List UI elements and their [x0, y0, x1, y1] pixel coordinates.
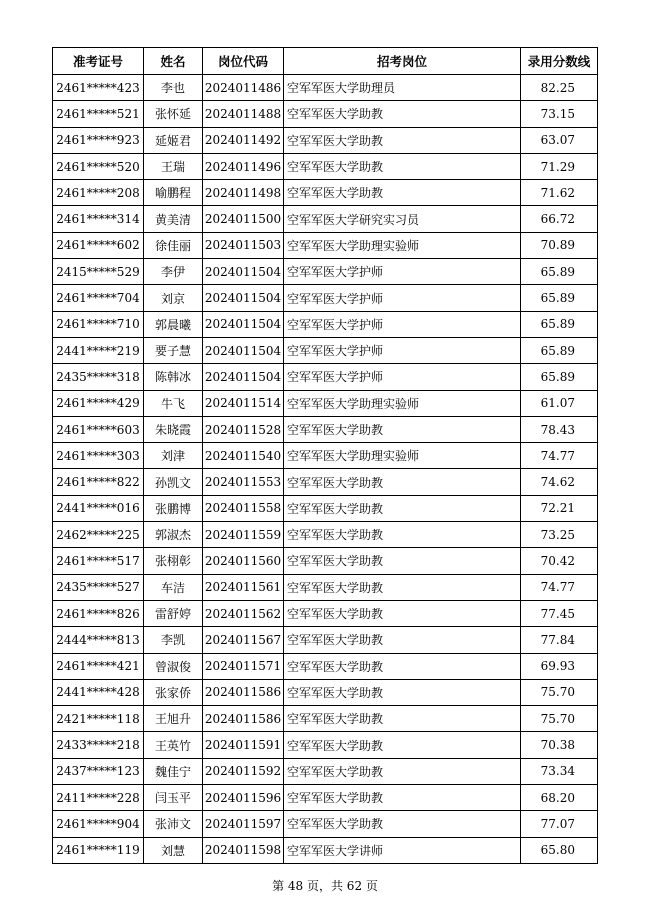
- table-row: [53, 600, 598, 626]
- position-cell: 空军军医大学护师: [284, 259, 521, 285]
- table-row: [53, 653, 598, 679]
- score-cell: 74.77: [521, 574, 598, 600]
- score-cell: 70.89: [521, 232, 598, 258]
- exam-id-cell: 2461*****119: [53, 837, 144, 863]
- score-cell: 68.20: [521, 785, 598, 811]
- position-code-cell: 2024011562: [203, 600, 284, 626]
- exam-id-cell: 2461*****602: [53, 232, 144, 258]
- table-row: [53, 758, 598, 784]
- table-row: [53, 232, 598, 258]
- score-cell: 75.70: [521, 706, 598, 732]
- name-cell: 张栩彰: [144, 548, 203, 574]
- position-code-cell: 2024011488: [203, 101, 284, 127]
- position-cell: 空军军医大学护师: [284, 364, 521, 390]
- position-cell: 空军军医大学护师: [284, 311, 521, 337]
- name-cell: 刘慧: [144, 837, 203, 863]
- position-code-cell: 2024011567: [203, 627, 284, 653]
- exam-id-cell: 2461*****314: [53, 206, 144, 232]
- score-cell: 69.93: [521, 653, 598, 679]
- name-cell: 王旭升: [144, 706, 203, 732]
- name-cell: 李也: [144, 75, 203, 101]
- position-cell: 空军军医大学助教: [284, 785, 521, 811]
- exam-id-cell: 2441*****428: [53, 679, 144, 705]
- table-row: [53, 785, 598, 811]
- admission-table: [52, 47, 598, 864]
- exam-id-cell: 2411*****228: [53, 785, 144, 811]
- exam-id-cell: 2441*****219: [53, 337, 144, 363]
- position-code-cell: 2024011598: [203, 837, 284, 863]
- position-code-cell: 2024011571: [203, 653, 284, 679]
- exam-id-cell: 2433*****218: [53, 732, 144, 758]
- name-cell: 雷舒婷: [144, 600, 203, 626]
- score-cell: 65.80: [521, 837, 598, 863]
- score-cell: 82.25: [521, 75, 598, 101]
- header-exam-id: 准考证号: [53, 48, 144, 75]
- name-cell: 陈韩冰: [144, 364, 203, 390]
- score-cell: 78.43: [521, 416, 598, 442]
- table-row: [53, 259, 598, 285]
- table-row: [53, 206, 598, 232]
- score-cell: 77.07: [521, 811, 598, 837]
- header-position-code: 岗位代码: [203, 48, 284, 75]
- exam-id-cell: 2437*****123: [53, 758, 144, 784]
- name-cell: 车洁: [144, 574, 203, 600]
- score-cell: 71.29: [521, 153, 598, 179]
- table-row: [53, 574, 598, 600]
- score-cell: 77.45: [521, 600, 598, 626]
- table-row: [53, 153, 598, 179]
- table-row: [53, 679, 598, 705]
- position-code-cell: 2024011514: [203, 390, 284, 416]
- table-row: [53, 495, 598, 521]
- name-cell: 王英竹: [144, 732, 203, 758]
- score-cell: 73.25: [521, 522, 598, 548]
- exam-id-cell: 2461*****603: [53, 416, 144, 442]
- position-code-cell: 2024011492: [203, 127, 284, 153]
- position-code-cell: 2024011486: [203, 75, 284, 101]
- position-code-cell: 2024011504: [203, 285, 284, 311]
- table-row: [53, 285, 598, 311]
- position-code-cell: 2024011561: [203, 574, 284, 600]
- name-cell: 张家侨: [144, 679, 203, 705]
- position-cell: 空军军医大学讲师: [284, 837, 521, 863]
- position-code-cell: 2024011504: [203, 259, 284, 285]
- position-cell: 空军军医大学助教: [284, 495, 521, 521]
- position-cell: 空军军医大学护师: [284, 285, 521, 311]
- position-code-cell: 2024011596: [203, 785, 284, 811]
- table-header-row: [53, 48, 598, 75]
- exam-id-cell: 2461*****923: [53, 127, 144, 153]
- score-cell: 65.89: [521, 364, 598, 390]
- position-cell: 空军军医大学助教: [284, 153, 521, 179]
- position-code-cell: 2024011558: [203, 495, 284, 521]
- score-cell: 74.77: [521, 443, 598, 469]
- table-row: [53, 364, 598, 390]
- position-code-cell: 2024011592: [203, 758, 284, 784]
- name-cell: 朱晓霞: [144, 416, 203, 442]
- exam-id-cell: 2461*****303: [53, 443, 144, 469]
- score-cell: 65.89: [521, 337, 598, 363]
- name-cell: 王瑞: [144, 153, 203, 179]
- position-cell: 空军军医大学助教: [284, 627, 521, 653]
- exam-id-cell: 2441*****016: [53, 495, 144, 521]
- table-row: [53, 337, 598, 363]
- position-cell: 空军军医大学助教: [284, 180, 521, 206]
- position-code-cell: 2024011597: [203, 811, 284, 837]
- table-row: [53, 706, 598, 732]
- table-row: [53, 548, 598, 574]
- exam-id-cell: 2415*****529: [53, 259, 144, 285]
- position-code-cell: 2024011559: [203, 522, 284, 548]
- table-row: [53, 837, 598, 863]
- table-row: [53, 443, 598, 469]
- exam-id-cell: 2461*****423: [53, 75, 144, 101]
- position-cell: 空军军医大学护师: [284, 337, 521, 363]
- header-score-line: 录用分数线: [521, 48, 598, 75]
- score-cell: 74.62: [521, 469, 598, 495]
- position-cell: 空军军医大学助理实验师: [284, 443, 521, 469]
- exam-id-cell: 2461*****208: [53, 180, 144, 206]
- name-cell: 喻鹏程: [144, 180, 203, 206]
- exam-id-cell: 2461*****429: [53, 390, 144, 416]
- score-cell: 70.42: [521, 548, 598, 574]
- table-row: [53, 75, 598, 101]
- position-cell: 空军军医大学助教: [284, 758, 521, 784]
- position-cell: 空军军医大学助理实验师: [284, 232, 521, 258]
- table-row: [53, 101, 598, 127]
- position-code-cell: 2024011540: [203, 443, 284, 469]
- name-cell: 李伊: [144, 259, 203, 285]
- score-cell: 66.72: [521, 206, 598, 232]
- exam-id-cell: 2461*****704: [53, 285, 144, 311]
- position-cell: 空军军医大学助理员: [284, 75, 521, 101]
- table-row: [53, 811, 598, 837]
- position-cell: 空军军医大学助教: [284, 522, 521, 548]
- exam-id-cell: 2461*****521: [53, 101, 144, 127]
- name-cell: 魏佳宁: [144, 758, 203, 784]
- table-row: [53, 180, 598, 206]
- position-cell: 空军军医大学助教: [284, 811, 521, 837]
- name-cell: 要子慧: [144, 337, 203, 363]
- position-cell: 空军军医大学助教: [284, 574, 521, 600]
- name-cell: 李凯: [144, 627, 203, 653]
- table-row: [53, 732, 598, 758]
- table-row: [53, 127, 598, 153]
- name-cell: 张沛文: [144, 811, 203, 837]
- position-code-cell: 2024011504: [203, 337, 284, 363]
- exam-id-cell: 2461*****826: [53, 600, 144, 626]
- name-cell: 刘津: [144, 443, 203, 469]
- exam-id-cell: 2461*****822: [53, 469, 144, 495]
- exam-id-cell: 2461*****710: [53, 311, 144, 337]
- table-row: [53, 311, 598, 337]
- position-code-cell: 2024011504: [203, 311, 284, 337]
- score-cell: 72.21: [521, 495, 598, 521]
- position-cell: 空军军医大学助理实验师: [284, 390, 521, 416]
- table-row: [53, 390, 598, 416]
- exam-id-cell: 2461*****520: [53, 153, 144, 179]
- exam-id-cell: 2435*****318: [53, 364, 144, 390]
- exam-id-cell: 2462*****225: [53, 522, 144, 548]
- position-cell: 空军军医大学助教: [284, 101, 521, 127]
- score-cell: 65.89: [521, 311, 598, 337]
- score-cell: 65.89: [521, 259, 598, 285]
- position-code-cell: 2024011500: [203, 206, 284, 232]
- exam-id-cell: 2444*****813: [53, 627, 144, 653]
- exam-id-cell: 2461*****421: [53, 653, 144, 679]
- position-code-cell: 2024011528: [203, 416, 284, 442]
- position-code-cell: 2024011586: [203, 706, 284, 732]
- position-cell: 空军军医大学助教: [284, 732, 521, 758]
- position-cell: 空军军医大学助教: [284, 706, 521, 732]
- table-body: [53, 75, 598, 864]
- position-cell: 空军军医大学助教: [284, 653, 521, 679]
- name-cell: 孙凯文: [144, 469, 203, 495]
- table-row: [53, 416, 598, 442]
- name-cell: 徐佳丽: [144, 232, 203, 258]
- exam-id-cell: 2461*****904: [53, 811, 144, 837]
- score-cell: 75.70: [521, 679, 598, 705]
- position-code-cell: 2024011504: [203, 364, 284, 390]
- score-cell: 71.62: [521, 180, 598, 206]
- table-row: [53, 522, 598, 548]
- score-cell: 61.07: [521, 390, 598, 416]
- position-cell: 空军军医大学助教: [284, 127, 521, 153]
- page-footer: 第 48 页，共 62 页: [272, 879, 378, 893]
- position-cell: 空军军医大学助教: [284, 600, 521, 626]
- header-position: 招考岗位: [284, 48, 521, 75]
- name-cell: 郭晨曦: [144, 311, 203, 337]
- name-cell: 牛飞: [144, 390, 203, 416]
- position-code-cell: 2024011586: [203, 679, 284, 705]
- position-code-cell: 2024011560: [203, 548, 284, 574]
- name-cell: 延姬君: [144, 127, 203, 153]
- exam-id-cell: 2435*****527: [53, 574, 144, 600]
- score-cell: 65.89: [521, 285, 598, 311]
- name-cell: 刘京: [144, 285, 203, 311]
- position-cell: 空军军医大学研究实习员: [284, 206, 521, 232]
- position-code-cell: 2024011553: [203, 469, 284, 495]
- header-name: 姓名: [144, 48, 203, 75]
- name-cell: 张怀延: [144, 101, 203, 127]
- position-cell: 空军军医大学助教: [284, 679, 521, 705]
- name-cell: 黄美清: [144, 206, 203, 232]
- name-cell: 张鹏博: [144, 495, 203, 521]
- position-code-cell: 2024011498: [203, 180, 284, 206]
- position-cell: 空军军医大学助教: [284, 548, 521, 574]
- score-cell: 73.34: [521, 758, 598, 784]
- position-cell: 空军军医大学助教: [284, 416, 521, 442]
- table-row: [53, 469, 598, 495]
- exam-id-cell: 2421*****118: [53, 706, 144, 732]
- position-code-cell: 2024011496: [203, 153, 284, 179]
- score-cell: 77.84: [521, 627, 598, 653]
- position-code-cell: 2024011503: [203, 232, 284, 258]
- table-row: [53, 627, 598, 653]
- name-cell: 郭淑杰: [144, 522, 203, 548]
- exam-id-cell: 2461*****517: [53, 548, 144, 574]
- score-cell: 63.07: [521, 127, 598, 153]
- score-cell: 70.38: [521, 732, 598, 758]
- score-cell: 73.15: [521, 101, 598, 127]
- name-cell: 闫玉平: [144, 785, 203, 811]
- position-cell: 空军军医大学助教: [284, 469, 521, 495]
- name-cell: 曾淑俊: [144, 653, 203, 679]
- position-code-cell: 2024011591: [203, 732, 284, 758]
